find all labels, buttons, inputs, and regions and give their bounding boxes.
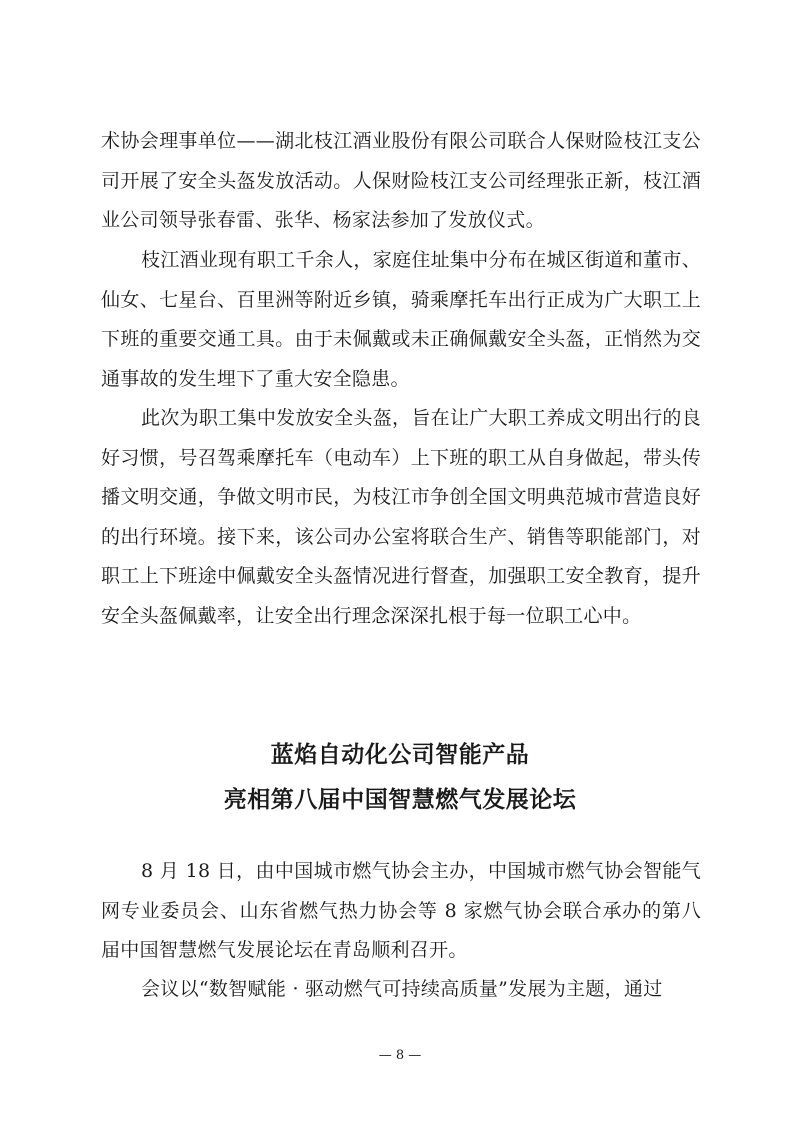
article2-title-line-2: 亮相第八届中国智慧燃气发展论坛: [223, 786, 577, 813]
article1-paragraph-1: 术协会理事单位——湖北枝江酒业股份有限公司联合人保财险枝江支公司开展了安全头盔发放活动。人保财险枝江支公司经理张正新，枝江酒业公司领导张春雷、张华、杨家法参加了发放仪式。: [101, 130, 701, 231]
article2-paragraph-1: 8 月 18 日，由中国城市燃气协会主办，中国城市燃气协会智能气网专业委员会、山东省燃气热力协会等 8 家燃气协会联合承办的第八届中国智慧燃气发展论坛在青岛顺利召开。: [101, 860, 701, 961]
article2-title-line-1: 蓝焰自动化公司智能产品: [270, 741, 530, 768]
article2-paragraph-2: 会议以“数智赋能 · 驱动燃气可持续高质量”发展为主题，通过: [141, 978, 663, 1000]
article1-paragraph-2: 枝江酒业现有职工千余人，家庭住址集中分布在城区街道和董市、仙女、七星台、百里洲等附近乡镇，骑乘摩托车出行正成为广大职工上下班的重要交通工具。由于未佩戴或未正确佩戴安全头盔，正悄然为交通事故的发生埋下了重大安全隐患。: [101, 249, 701, 390]
article1-paragraph-3: 此次为职工集中发放安全头盔，旨在让广大职工养成文明出行的良好习惯，号召驾乘摩托车（电动车）上下班的职工从自身做起，带头传播文明交通，争做文明市民，为枝江市争创全国文明典范城市营造良好的出行环境。接下来，该公司办公室将联合生产、销售等职能部门，对职工上下班途中佩戴安全头盔情况进行督查，加强职工安全教育，提升安全头盔佩戴率，让安全出行理念深深扎根于每一位职工心中。: [101, 407, 701, 627]
page-number: — 8 —: [378, 1048, 422, 1063]
